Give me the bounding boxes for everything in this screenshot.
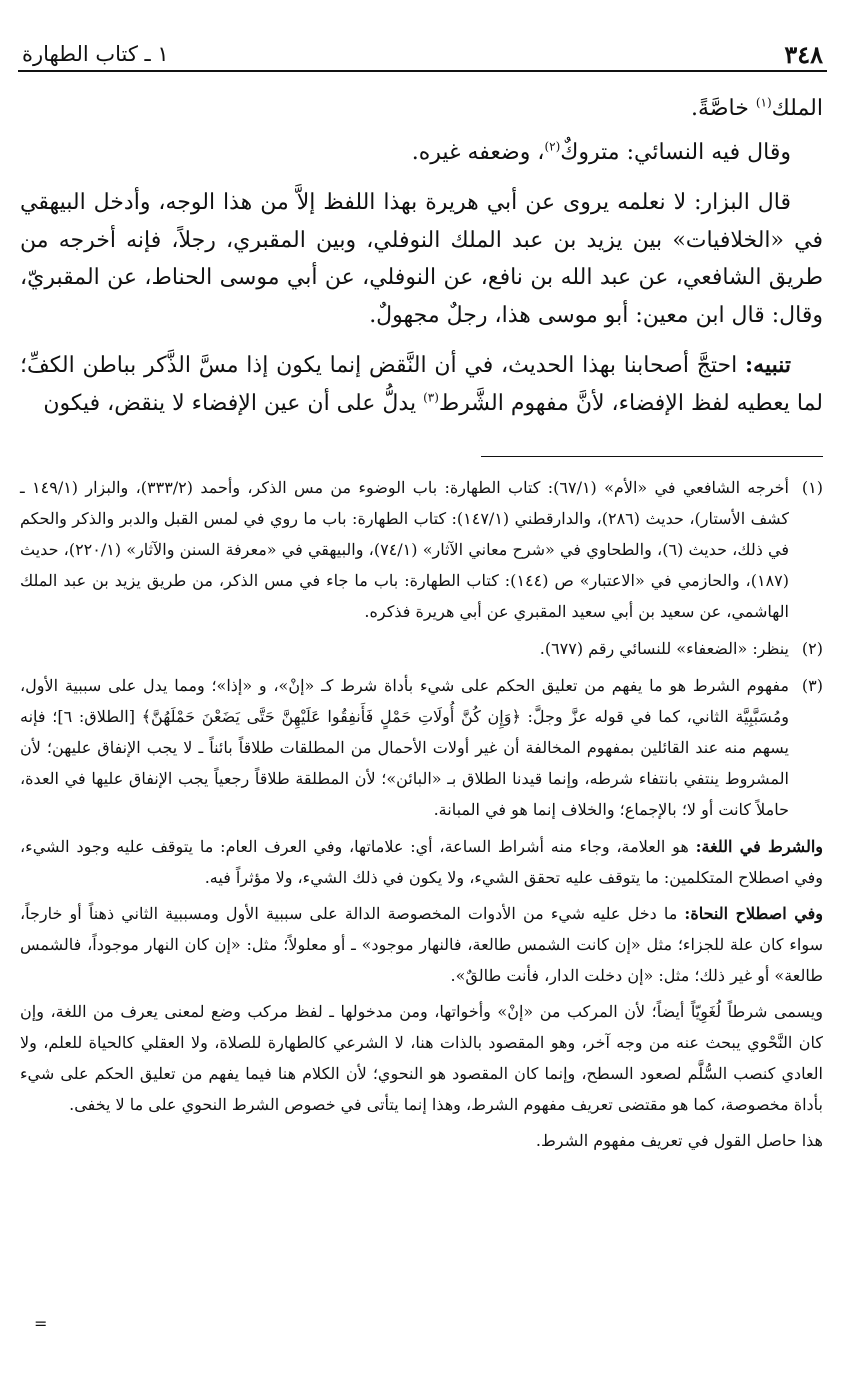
footnote-2 [20,633,823,664]
footnote-text: أخرجه الشافعي في «الأم» (٦٧/١): كتاب الطهارة: باب الوضوء من مس الذكر، وأحمد (٣٣٣/٢)، والبزار (١٤٩/١ ـ كشف الأستار)، حديث (٢٨٦)، والدارقطني (١٤٧/١): كتاب الطهارة: باب ما روي في لمس القبل والدبر والذكر والحكم في ذلك، حديث (٦)، والطحاوي في «شرح معاني الآثار» (٧٤/١)، والبيهقي في «معرفة السنن والآثار» (٢٢٠/١)، حديث (١٨٧)، والحازمي في «الاعتبار» ص (١٤٤): كتاب الطهارة: باب ما جاء في مس الذكر، من طريق يزيد بن عبد الملك الهاشمي، عن سعيد بن أبي سعيد المقبري عن أبي هريرة فذكره. [20,478,790,621]
text-span: هو العلامة، وجاء منه أشراط الساعة، أي: علاماتها، وفي العرف العام: ما يتوقف عليه وجود الشيء، وفي اصطلاح المتكلمين: ما يتوقف عليه تحقق الشيء، ولا يكون في ذلك الشيء، ولا مؤثراً فيه. [20,837,823,887]
footnote-number: (١) [801,478,823,497]
footnote-ref-3[interactable]: (٣) [423,390,439,405]
footnote-ref-1[interactable]: (١) [755,95,772,110]
page-header [18,40,827,72]
paragraph-3: قال البزار: لا نعلمه يروى عن أبي هريرة بهذا اللفظ إلاَّ من هذا الوجه، وأدخل البيهقي في «الخلافيات» بين يزيد بن عبد الملك النوفلي، وبين المقبري، رجلاً، فإنه أخرجه من طريق الشافعي، عن عبد الله بن نافع، عن النوفلي، عن أبي موسى الحناط، عن المقبريّ، وقال: قال ابن معين: أبو موسى هذا، رجلٌ مجهولٌ. [20,190,823,328]
text-span: ، وضعفه غيره. [411,139,545,165]
footnote-3 [20,670,823,825]
footnote-number: (٢) [801,639,823,658]
footnote-3-yusamma: ويسمى شرطاً لُغَوِيّاً أيضاً؛ لأن المركب من «إنْ» وأخواتها، ومن مدخولها ـ لفظ مركب وضع لمعنى يعرف من اللغة، وإن كان النَّحْوي يبحث عنه من وجه آخر، وهو المقصود بالذات هنا، لا الشرعي كالطهارة للصلاة، ولا العقلي كالحياة للعلم، ولا العادي كنصب السُّلَّم لصعود السطح، وإنما كان المقصود هو النحوي؛ لأن الكلام هنا فيما يفهم من تعليق الحكم على شيء بأداة مخصوصة، كما هو مقتضى تعريف مفهوم الشرط، وهذا إنما يتأتى في خصوص الشرط النحوي على ما لا يخفى. [20,1002,824,1114]
text-span: الملك [771,96,823,121]
nuhat-label: وفي اصطلاح النحاة: [684,904,823,923]
footnote-text: مفهوم الشرط هو ما يفهم من تعليق الحكم على شيء بأداة شرط كـ «إنْ»، و «إذا»؛ ومما يدل على سببية الأول، ومُسَبَّبِيَّة الثاني، كما في قوله عزَّ وجلَّ: ﴿وَإِن كُنَّ أُولَاتِ حَمْلٍ فَأَنفِقُوا عَلَيْهِنَّ حَتَّى يَضَعْنَ حَمْلَهُنَّ﴾ [الطلاق: ٦]؛ فإنه يسهم منه عند القائلين بمفهوم المخالفة أن غير أولات الأحمال من المطلقات طلاقاً بائناً ـ لا يجب الإنفاق عليهن؛ لأن المشروط ينتفي بانتفاء شرطه، وإنما قيدنا الطلاق بـ «البائن»؛ لأن المطلقة طلاقاً رجعياً يجب الإنفاق عليها في العدة، حاملاً كانت أو لا؛ بالإجماع؛ والخلاف إنما هو في المبانة. [20,676,790,819]
margin-mark: = [34,1314,48,1333]
text-span: يدلُّ على أن عين الإفضاء لا ينقض، فيكون [43,390,424,416]
text-span: ما دخل عليه شيء من الأدوات المخصوصة الدالة على سببية الأول ومسببية الثاني ذهناً أو خارجاً، سواء كان علة للجزاء؛ مثل «إن كانت الشمس طالعة، فالنهار موجود» ـ أو معلولاً؛ مثل: «إن كان النهار موجوداً، فالشمس طالعة» أو غير ذلك؛ مثل: «إن دخلت الدار، فأنت طالقٌ». [20,904,823,985]
footnote-1 [20,472,823,627]
footnote-3-nuhat [20,898,823,991]
running-title: ١ ـ كتاب الطهارة [22,42,169,66]
text-span: احتجَّ أصحابنا بهذا الحديث، في أن النَّقض إنما يكون إذا مسَّ الذَّكر بباطن الكفِّ؛ لما يعطيه لفظ الإفضاء، لأنَّ مفهوم الشَّرط [20,353,823,416]
footnote-3-conclusion: هذا حاصل القول في تعريف مفهوم الشرط. [535,1131,823,1150]
footnote-3-lugha [20,831,823,893]
text-span: وقال فيه النسائي: متروكٌ [560,139,791,165]
text-span: خاصَّةً. [691,96,756,121]
footnotes [20,472,823,1161]
tanbih-label: تنبيه: [745,352,791,378]
footnote-ref-2[interactable]: (٢) [544,139,561,154]
paragraph-2 [20,134,823,172]
footnote-separator [481,456,823,457]
paragraph-4 [20,347,823,422]
footnote-number: (٣) [801,676,823,695]
lugha-label: والشرط في اللغة: [695,837,824,856]
page-number: ٣٤٨ [784,40,823,69]
main-text [20,90,823,435]
paragraph-1 [20,90,823,128]
footnote-text: ينظر: «الضعفاء» للنسائي رقم (٦٧٧). [539,639,789,658]
